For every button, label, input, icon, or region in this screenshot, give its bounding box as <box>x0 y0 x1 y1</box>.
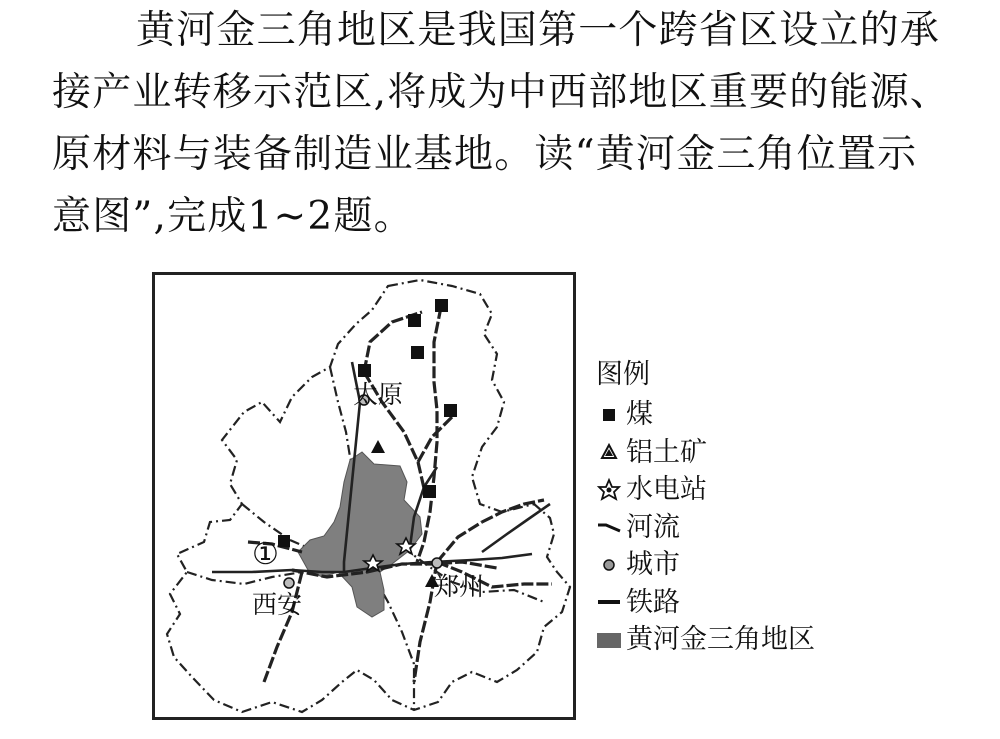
location-map <box>152 272 576 720</box>
legend-item-bauxite <box>596 434 896 472</box>
legend-label: 铝土矿 <box>626 436 707 468</box>
legend-label: 水电站 <box>626 474 707 505</box>
question-line: 原材料与装备制造业基地。读“黄河金三角位置示 <box>52 132 918 177</box>
city-label-zhengzhou: 郑州 <box>434 572 485 601</box>
question-paragraph <box>52 0 982 248</box>
hydropower-star-icon <box>596 477 622 503</box>
legend-title: 图例 <box>596 359 650 390</box>
city-dot-icon <box>596 552 622 578</box>
legend-label: 河流 <box>626 511 680 543</box>
coal-square-icon <box>596 402 622 428</box>
railway-line-icon <box>596 589 622 615</box>
map-legend <box>596 356 896 659</box>
legend-label: 城市 <box>626 549 680 580</box>
legend-item-city <box>596 546 896 584</box>
question-line: 接产业转移示范区,将成为中西部地区重要的能源、 <box>52 70 950 115</box>
legend-label: 黄河金三角地区 <box>626 624 815 655</box>
legend-item-golden-triangle <box>596 621 896 659</box>
legend-item-coal <box>596 396 896 434</box>
legend-item-hydropower <box>596 471 896 509</box>
legend-item-railway <box>596 584 896 622</box>
golden-triangle-region-icon <box>596 627 622 653</box>
question-line: 意图”,完成1~2题。 <box>52 194 414 239</box>
map-drawing <box>152 272 576 720</box>
river-line-icon <box>596 514 622 540</box>
map-marker-one: ① <box>252 537 279 572</box>
legend-item-river <box>596 509 896 547</box>
legend-label: 煤 <box>626 399 653 430</box>
question-line: 黄河金三角地区是我国第一个跨省区设立的承 <box>136 8 941 53</box>
legend-label: 铁路 <box>626 586 680 618</box>
city-label-xian: 西安 <box>252 590 303 619</box>
city-label-taiyuan: 太原 <box>353 380 404 409</box>
bauxite-triangle-icon <box>596 439 622 465</box>
